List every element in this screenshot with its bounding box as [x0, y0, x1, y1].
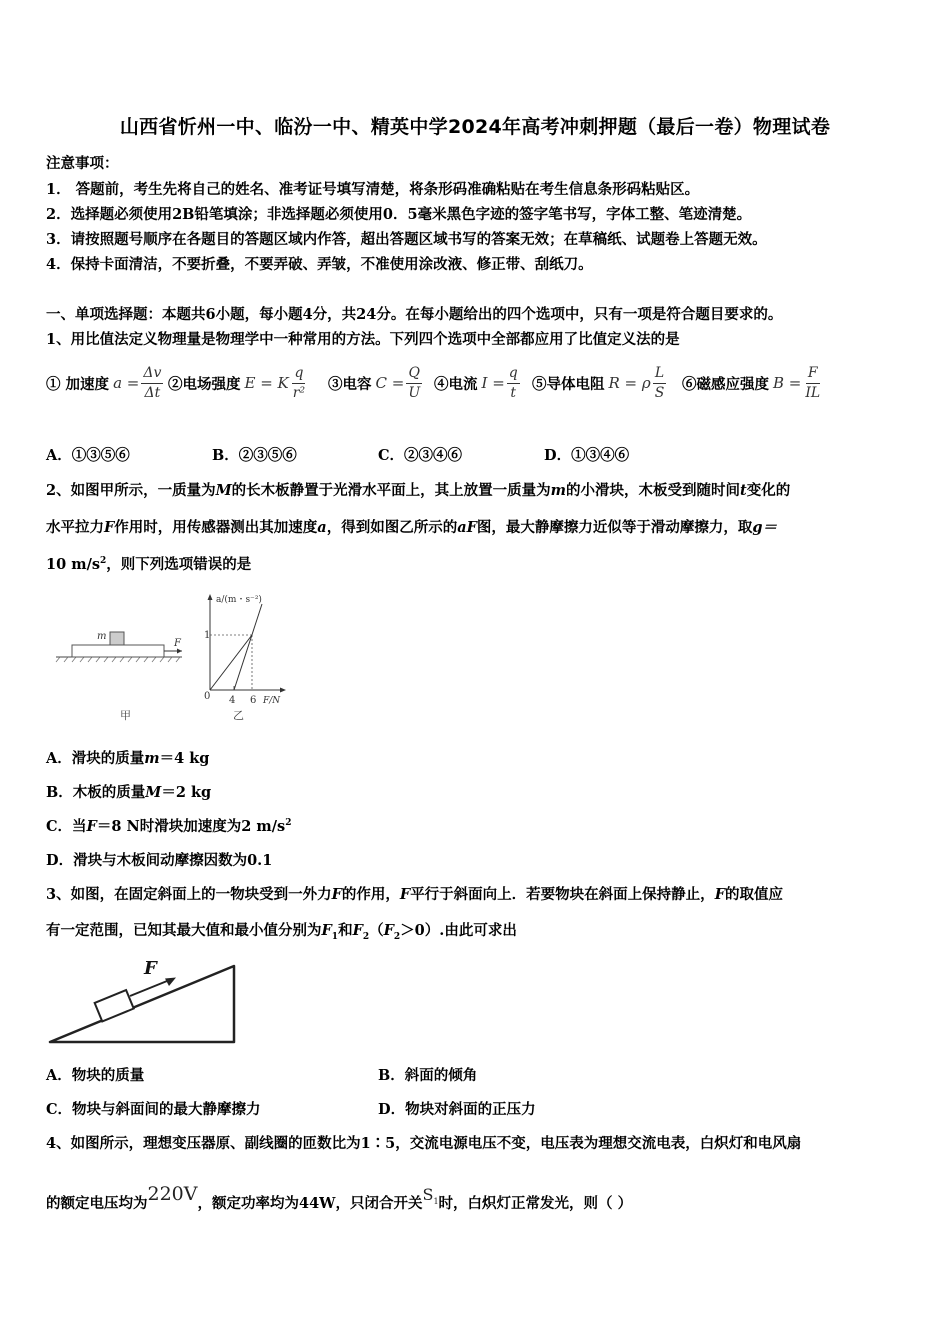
notice-item-2: 2．选择题必须使用2B铅笔填涂；非选择题必须使用0．5毫米黑色字迹的签字笔书写，字体工整、笔迹清楚。: [46, 206, 752, 223]
question-2-stem-line3: 10 $m/s^2$，则下列选项错误的是: [46, 556, 252, 573]
question-3-stem-line2: 有一定范围，已知其最大值和最小值分别为$F_1$和$F_2(F_2>0)$.由此可求出: [46, 922, 517, 942]
question-3-figure: [44, 950, 244, 1046]
figure-yi: [204, 594, 286, 722]
q2-option-a: A．滑块的质量m＝4 kg: [46, 750, 210, 767]
long-board: [72, 645, 164, 657]
ground-hatch: [56, 657, 180, 662]
q3-option-d: D．物块对斜面的正压力: [378, 1101, 536, 1118]
q1-option-b: B．②③⑤⑥: [212, 447, 297, 464]
origin-label: 0: [204, 691, 211, 702]
formula-resistance: ⑤导体电阻 R = ρ $\frac{L}{S}$: [532, 364, 665, 401]
formula-current: ④电流 I = $\frac{q}{t}$: [434, 364, 518, 401]
formula-acceleration: ① 加速度 a = $\frac{\Delta v}{\Delta t}$: [46, 364, 162, 401]
notice-item-3: 3．请按照题号顺序在各题目的答题区域内作答，超出答题区域书写的答案无效；在草稿纸、试题卷上答题无效。: [46, 231, 767, 248]
page-title: 山西省忻州一中、临汾一中、精英中学2024年高考冲刺押题（最后一卷）物理试卷: [119, 116, 831, 138]
graph-line-upper: [234, 604, 262, 690]
q2-option-c: C．当F＝8 N时滑块加速度为2 $m/s^2$: [46, 818, 292, 835]
question-2-stem-line2: 水平拉力F作用时，用传感器测出其加速度a，得到如图乙所示的aF图，最大静摩擦力近似等于滑动摩擦力，取g＝: [46, 519, 778, 536]
question-4-stem-line2: 的额定电压均为220V，额定功率均为44W，只闭合开关$S_1$时，白炽灯正常发光，则（ ）: [46, 1183, 633, 1212]
x-tick-4: 4: [229, 695, 236, 706]
question-1-stem: 1、用比值法定义物理量是物理学中一种常用的方法。下列四个选项中全部都应用了比值定义法的是: [46, 331, 680, 348]
incline: [50, 966, 234, 1042]
graph-line-lower: [210, 635, 252, 690]
force-label: F: [144, 958, 157, 979]
small-block: [110, 632, 124, 645]
y-tick-1: 1: [204, 630, 211, 641]
formula-magnetic-induction: ⑥磁感应强度 B = $\frac{F}{IL}$: [682, 364, 821, 401]
block-mass-label: m: [97, 631, 107, 642]
x-tick-6: 6: [250, 695, 257, 706]
formula-electric-field: ②电场强度 E = K $\frac{q}{\text{r²}}$: [168, 364, 306, 401]
q1-option-d: D．①③④⑥: [544, 447, 630, 464]
figure-yi-caption: 乙: [233, 709, 244, 722]
figure-jia-caption: 甲: [120, 709, 131, 722]
notice-item-1: 1． 答题前，考生先将自己的姓名、准考证号填写清楚，将条形码准确粘贴在考生信息条形码粘贴区。: [46, 181, 700, 198]
notice-heading: 注意事项：: [46, 155, 119, 172]
q1-option-a: A．①③⑤⑥: [46, 447, 130, 464]
q1-option-c: C．②③④⑥: [378, 447, 463, 464]
x-axis-arrow: [280, 688, 286, 693]
y-axis-arrow: [208, 594, 213, 600]
y-axis-label: a/(m・s⁻²): [216, 595, 262, 605]
q2-option-b: B．木板的质量M＝2 kg: [46, 784, 212, 801]
section-heading: 一、单项选择题：本题共6小题，每小题4分，共24分。在每小题给出的四个选项中，只有一项是符合题目要求的。: [46, 306, 783, 323]
question-3-stem-line1: 3、如图，在固定斜面上的一物块受到一外力F的作用，F平行于斜面向上．若要物块在斜面上保持静止，F的取值应: [46, 886, 783, 903]
q2-option-d: D．滑块与木板间动摩擦因数为0.1: [46, 852, 273, 869]
formula-capacitance: ③电容 C = $\frac{Q}{U}$: [328, 364, 421, 401]
question-1-formulas: [46, 358, 916, 408]
question-4-stem-line1: 4、如图所示，理想变压器原、副线圈的匝数比为1∶5，交流电源电压不变，电压表为理想交流电表，白炽灯和电风扇: [46, 1135, 802, 1152]
x-axis-label: F/N: [263, 696, 281, 706]
q3-option-b: B．斜面的倾角: [378, 1067, 478, 1084]
force-arrow-head: [177, 649, 182, 654]
question-2-stem-line1: 2、如图甲所示，一质量为M的长木板静置于光滑水平面上，其上放置一质量为m的小滑块，木板受到随时间t变化的: [46, 482, 791, 499]
q3-option-c: C．物块与斜面间的最大静摩擦力: [46, 1101, 261, 1118]
q3-option-a: A．物块的质量: [46, 1067, 145, 1084]
question-2-figure: [50, 588, 310, 728]
notice-item-4: 4．保持卡面清洁，不要折叠，不要弄破、弄皱，不准使用涂改液、修正带、刮纸刀。: [46, 256, 593, 273]
figure-jia: [56, 631, 182, 722]
force-label: F: [174, 638, 181, 649]
